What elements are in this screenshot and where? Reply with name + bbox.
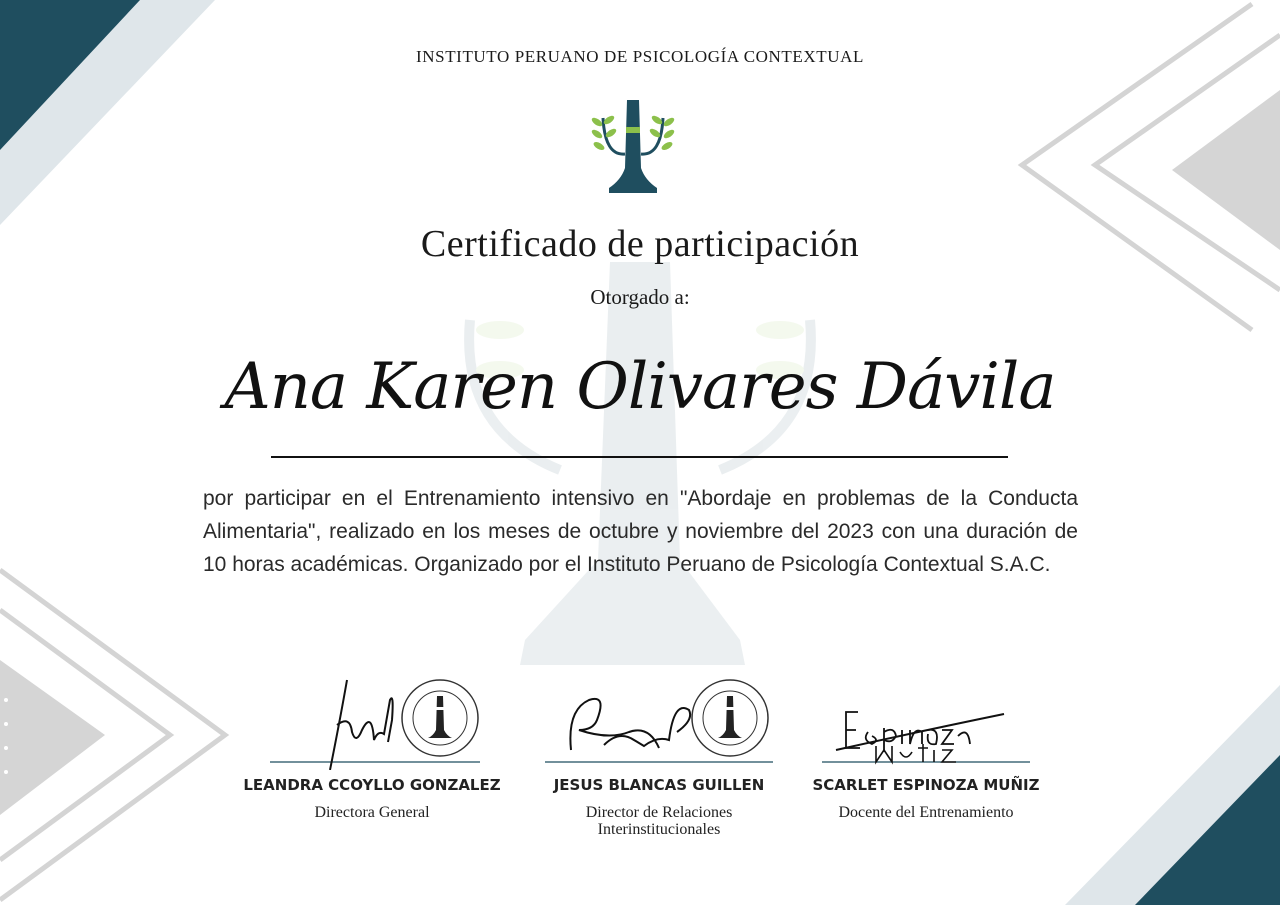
signature-graphic [222, 670, 522, 770]
signer-role: Director de Relaciones Interinstitucionales [585, 804, 733, 838]
signature-graphic [509, 670, 809, 770]
institute-logo [583, 96, 683, 196]
institute-seal [402, 680, 478, 756]
name-underline [271, 456, 1008, 458]
institute-seal [692, 680, 768, 756]
signature-graphic [776, 670, 1076, 770]
signer-name: SCARLET ESPINOZA MUÑIZ [812, 776, 1040, 794]
awarded-to-label: Otorgado a: [590, 285, 690, 309]
institute-name: INSTITUTO PERUANO DE PSICOLOGÍA CONTEXTUAL [416, 47, 864, 66]
signer-role: Docente del Entrenamiento [838, 804, 1014, 821]
signer-name: LEANDRA CCOYLLO GONZALEZ [243, 776, 501, 794]
signer-name: JESUS BLANCAS GUILLEN [553, 776, 765, 794]
recipient-name: Ana Karen Olivares Dávila [224, 350, 1056, 424]
certificate-title: Certificado de participación [420, 223, 860, 265]
certificate-description: por participar en el Entrenamiento intensivo en "Abordaje en problemas de la Conducta Alimentaria", realizado en los meses de octubre y noviembre del 2023 con una duración de 10 horas académicas. Organizado por el Instituto Peruano de Psicología Contextual S.A.C. [203, 487, 1078, 576]
signer-role: Directora General [314, 804, 430, 821]
